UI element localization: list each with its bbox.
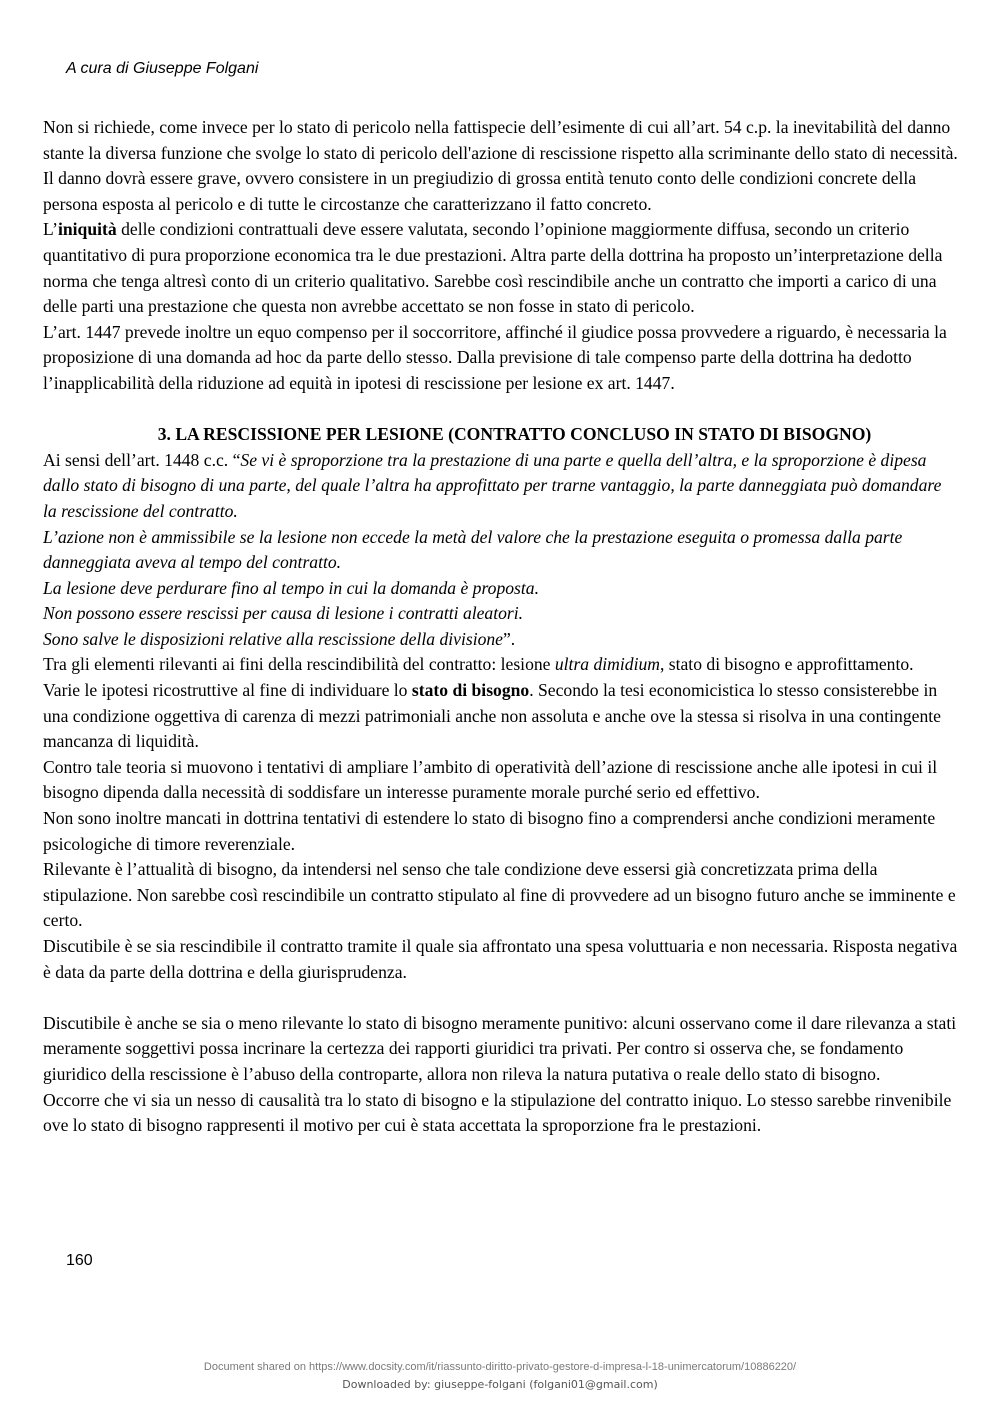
text-run: , stato di bisogno e approfittamento. [659, 654, 914, 675]
bold-term: iniquità [58, 219, 117, 240]
footer-shared-link[interactable]: Document shared on https://www.docsity.com/it/riassunto-diritto-privato-gestore-d-impresa-l-18-unimercatorum/10886220/ [203, 1361, 797, 1373]
text-run: L’ [43, 219, 58, 240]
blank-line [43, 985, 958, 1011]
quoted-article-text: Se vi è sproporzione tra la prestazione di una parte e quella dell’altra, e la sproporzione è dipesa dallo stato di bisogno di una parte, del quale l’altra ha approfittato per trarne vantaggio, la parte danneggiata può domandare la rescissione del contratto. [43, 449, 942, 521]
quoted-article-text: Non possono essere rescissi per causa di lesione i contratti aleatori. [43, 603, 524, 624]
paragraph: L’art. 1447 prevede inoltre un equo compenso per il soccorritore, affinché il giudice possa provvedere a riguardo, è necessaria la proposizione di una domanda ad hoc da parte dello stesso. Dalla previsione di tale compenso parte della dottrina ha dedotto l’inapplicabilità della riduzione ad equità in ipotesi di rescissione per lesione ex art. 1447. [43, 321, 947, 393]
paragraph: Discutibile è se sia rescindibile il contratto tramite il quale sia affrontato una spesa voluttuaria e non necessaria. Risposta negativa è data da parte della dottrina e della giurisprudenza. [43, 936, 958, 982]
paragraph: Non sono inoltre mancati in dottrina tentativi di estendere lo stato di bisogno fino a comprendersi anche condizioni meramente psicologiche di timore reverenziale. [43, 808, 936, 854]
footer-downloaded-by: Downloaded by: giuseppe-folgani (folgani01@gmail.com) [342, 1378, 658, 1391]
quoted-paragraph [43, 601, 958, 627]
text-run: Tra gli elementi rilevanti ai fini della rescindibilità del contratto: lesione [43, 654, 555, 675]
paragraph: Contro tale teoria si muovono i tentativi di ampliare l’ambito di operatività dell’azione di rescissione anche alle ipotesi in cui il bisogno dipenda dalla necessità di soddisfare un interesse puramente morale purché serio ed effettivo. [43, 756, 938, 803]
text-run: ”. [502, 628, 516, 649]
text-run: . Secondo la tesi economicistica lo stesso consisterebbe in una condizione oggettiva di carenza di mezzi patrimoniali anche non assoluta e anche ove la stessa si risolva in una contingente mancanza di liquidità. [43, 680, 941, 752]
quoted-article-text: Sono salve le disposizioni relative alla rescissione della divisione [43, 628, 503, 649]
page-number: 160 [66, 1252, 93, 1269]
section-heading: 3. LA RESCISSIONE PER LESIONE (CONTRATTO CONCLUSO IN STATO DI BISOGNO) [157, 424, 872, 445]
text-run: Ai sensi dell’art. 1448 c.c. “ [43, 449, 241, 470]
paragraph: Rilevante è l’attualità di bisogno, da intendersi nel senso che tale condizione deve essersi già concretizzata prima della stipulazione. Non sarebbe così rescindibile un contratto stipulato al fine di provvedere ad un bisogno futuro anche se imminente e certo. [43, 859, 956, 931]
paragraph: Il danno dovrà essere grave, ovvero consistere in un pregiudizio di grossa entità tenuto conto delle condizioni concrete della persona esposta al pericolo e di tutte le circostanze che caratterizzano il fatto concreto. [43, 168, 917, 214]
quoted-article-text: La lesione deve perdurare fino al tempo in cui la domanda è proposta. [43, 577, 539, 598]
italic-term: ultra dimidium [554, 654, 660, 675]
quoted-paragraph [43, 627, 958, 653]
paragraph [43, 652, 958, 678]
bold-term: stato di bisogno [411, 680, 530, 701]
quoted-paragraph [43, 525, 958, 576]
paragraph [43, 448, 958, 525]
text-run: delle condizioni contrattuali deve essere valutata, secondo l’opinione maggiormente diffusa, secondo un criterio quantitativo di pura proporzione economica tra le due prestazioni. Altra parte della dottrina ha proposto un’interpretazione della norma che tenga altresì conto di un criterio qualitativo. Sarebbe così rescindibile anche un contratto che importi a carico di una delle parti una prestazione che questa non avrebbe accettato se non fosse in stato di pericolo. [43, 219, 943, 317]
text-run: Varie le ipotesi ricostruttive al fine di individuare lo [43, 680, 412, 701]
paragraph [43, 217, 958, 319]
paragraph [43, 678, 958, 755]
page-header-author: A cura di Giuseppe Folgani [66, 60, 259, 77]
quoted-article-text: L’azione non è ammissibile se la lesione non eccede la metà del valore che la prestazione eseguita o promessa dalla parte danneggiata aveva al tempo del contratto. [43, 526, 903, 573]
paragraph: Discutibile è anche se sia o meno rilevante lo stato di bisogno meramente punitivo: alcuni osservano come il dare rilevanza a stati meramente soggettivi possa incrinare la certezza dei rapporti giuridici tra privati. Per contro si osserva che, se fondamento giuridico della rescissione è l’abuso della controparte, allora non rileva la natura putativa o reale dello stato di bisogno. [43, 1012, 957, 1084]
document-body [43, 115, 958, 1139]
paragraph: Occorre che vi sia un nesso di causalità tra lo stato di bisogno e la stipulazione del contratto iniquo. Lo stesso sarebbe rinvenibile ove lo stato di bisogno rappresenti il motivo per cui è stata accettata la sproporzione fra le prestazioni. [43, 1089, 952, 1136]
paragraph: Non si richiede, come invece per lo stato di pericolo nella fattispecie dell’esimente di cui all’art. 54 c.p. la inevitabilità del danno stante la diversa funzione che svolge lo stato di pericolo dell'azione di rescissione rispetto alla scriminante dello stato di necessità. [43, 117, 958, 163]
blank-line [43, 397, 958, 423]
quoted-paragraph [43, 576, 958, 602]
